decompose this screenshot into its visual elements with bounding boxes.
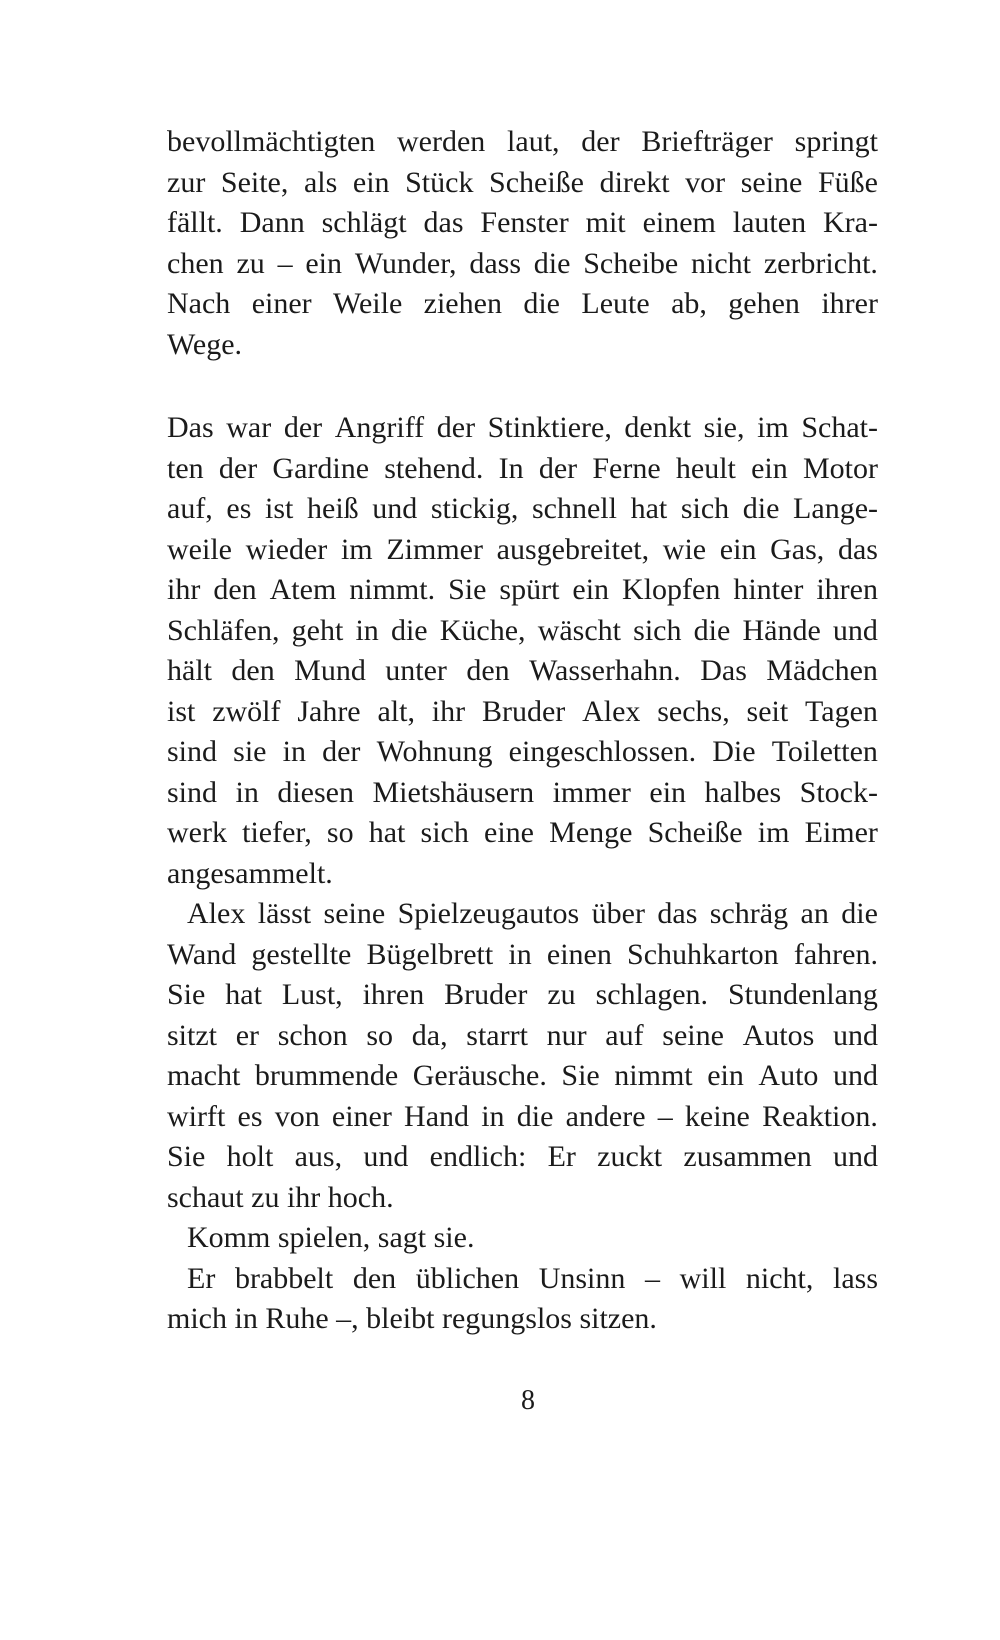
text-line: fällt. Dann schlägt das Fenster mit einem lauten Kra- <box>167 206 878 239</box>
text-line: Wand gestellte Bügelbrett in einen Schuhkarton fahren. <box>167 937 878 971</box>
text-line: Das war der Angriff der Stinktiere, denkt sie, im Schat- <box>167 411 878 444</box>
page-number: 8 <box>521 1385 535 1416</box>
text-line: sind in diesen Mietshäusern immer ein halbes Stock- <box>167 775 878 809</box>
text-line: Wege. <box>167 327 243 361</box>
text-line: Alex lässt seine Spielzeugautos über das schräg an die <box>187 897 878 930</box>
text-line: auf, es ist heiß und stickig, schnell hat sich die Lange- <box>167 492 878 525</box>
text-line: wirft es von einer Hand in die andere – keine Reaktion. <box>167 1099 878 1133</box>
text-line: weile wieder im Zimmer ausgebreitet, wie ein Gas, das <box>167 532 878 566</box>
text-line: bevollmächtigten werden laut, der Briefträger springt <box>167 125 878 158</box>
text-line: Sie holt aus, und endlich: Er zuckt zusammen und <box>167 1140 878 1173</box>
text-line: Nach einer Weile ziehen die Leute ab, gehen ihrer <box>167 287 878 320</box>
text-line: sitzt er schon so da, starrt nur auf seine Autos und <box>167 1018 878 1052</box>
paragraph-1 <box>167 122 878 365</box>
text-line: Schläfen, geht in die Küche, wäscht sich die Hände und <box>167 613 878 647</box>
text-line: chen zu – ein Wunder, dass die Scheibe nicht zerbricht. <box>167 246 878 280</box>
text-line: angesammelt. <box>167 856 333 890</box>
text-line: Sie hat Lust, ihren Bruder zu schlagen. Stundenlang <box>167 978 878 1011</box>
text-line: ist zwölf Jahre alt, ihr Bruder Alex sechs, seit Tagen <box>167 694 878 728</box>
paragraph-2 <box>167 408 878 1340</box>
text-line: sind sie in der Wohnung eingeschlossen. Die Toiletten <box>167 735 878 768</box>
text-line: Er brabbelt den üblichen Unsinn – will nicht, lass <box>187 1261 878 1295</box>
text-line: Komm spielen, sagt sie. <box>187 1221 475 1254</box>
text-line: macht brummende Geräusche. Sie nimmt ein Auto und <box>167 1059 878 1092</box>
text-line: mich in Ruhe –, bleibt regungslos sitzen. <box>167 1302 657 1335</box>
text-line: zur Seite, als ein Stück Scheiße direkt vor seine Füße <box>167 165 878 199</box>
text-line: werk tiefer, so hat sich eine Menge Scheiße im Eimer <box>167 816 878 849</box>
text-line: ihr den Atem nimmt. Sie spürt ein Klopfen hinter ihren <box>167 573 878 606</box>
text-line: ten der Gardine stehend. In der Ferne heult ein Motor <box>167 451 878 485</box>
text-line: hält den Mund unter den Wasserhahn. Das Mädchen <box>167 654 878 687</box>
text-line: schaut zu ihr hoch. <box>167 1180 394 1214</box>
